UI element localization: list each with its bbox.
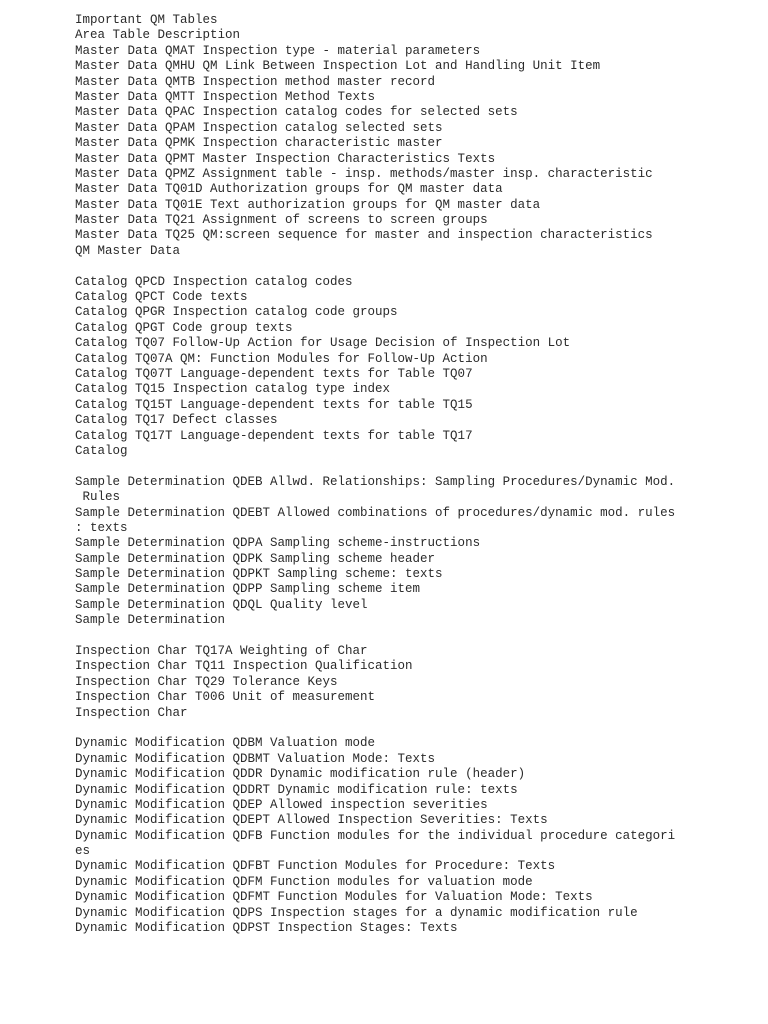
text-line: Sample Determination QDPK Sampling scheme header [75,551,436,566]
text-line: Dynamic Modification QDFBT Function Modules for Procedure: Texts [75,859,556,874]
text-line: Dynamic Modification QDBM Valuation mode [75,736,376,751]
text-line: Dynamic Modification QDDRT Dynamic modification rule: texts [75,782,518,797]
text-line: Dynamic Modification QDEP Allowed inspection severities [75,797,488,812]
text-line: Catalog TQ15 Inspection catalog type index [75,382,391,397]
text-line: Sample Determination QDEBT Allowed combinations of procedures/dynamic mod. rules [75,505,676,520]
text-line: Master Data TQ01D Authorization groups for QM master data [75,182,503,197]
text-line: Dynamic Modification QDEPT Allowed Inspection Severities: Texts [75,813,548,828]
text-line: Sample Determination QDEB Allwd. Relationships: Sampling Procedures/Dynamic Mod. [75,474,676,489]
text-line: Master Data QMHU QM Link Between Inspection Lot and Handling Unit Item [75,59,601,74]
text-line: Dynamic Modification QDDR Dynamic modification rule (header) [75,767,526,782]
text-line: Dynamic Modification QDFM Function modules for valuation mode [75,874,533,889]
text-line: Inspection Char [75,705,188,720]
text-line: es [75,844,91,859]
text-line: Catalog TQ07 Follow-Up Action for Usage Decision of Inspection Lot [75,336,571,351]
text-line: Catalog QPGR Inspection catalog code groups [75,305,398,320]
text-line: Master Data QPAM Inspection catalog selected sets [75,120,443,135]
text-line: Master Data QPMK Inspection characteristic master [75,136,443,151]
text-line: Sample Determination QDPKT Sampling scheme: texts [75,567,443,582]
text-line [75,259,755,274]
text-line: Catalog TQ07A QM: Function Modules for Follow-Up Action [75,351,488,366]
text-line: Inspection Char TQ11 Inspection Qualification [75,659,413,674]
text-line: Catalog TQ17T Language-dependent texts for table TQ17 [75,428,473,443]
text-line: Catalog QPCT Code texts [75,290,248,305]
text-line: Important QM Tables [75,13,218,27]
text-line [75,629,755,644]
text-line: Inspection Char TQ29 Tolerance Keys [75,674,338,689]
text-line: Catalog TQ15T Language-dependent texts for table TQ15 [75,397,473,412]
text-line: Area Table Description [75,28,241,43]
text-line: Master Data QMTB Inspection method master record [75,74,436,89]
text-line: Master Data QMAT Inspection type - material parameters [75,43,481,58]
text-line: Dynamic Modification QDFMT Function Modules for Valuation Mode: Texts [75,890,593,905]
text-line: Master Data TQ01E Text authorization groups for QM master data [75,197,541,212]
text-line: Dynamic Modification QDBMT Valuation Mode: Texts [75,751,436,766]
text-line: Master Data QPAC Inspection catalog codes for selected sets [75,105,518,120]
text-line: Catalog TQ17 Defect classes [75,413,278,428]
text-line: Inspection Char TQ17A Weighting of Char [75,644,368,659]
text-line: Catalog [75,443,128,458]
text-line: Master Data TQ21 Assignment of screens to screen groups [75,213,488,228]
text-line: Sample Determination [75,613,226,628]
text-line: Dynamic Modification QDFB Function modules for the individual procedure categori [75,828,676,843]
text-line: Master Data TQ25 QM:screen sequence for master and inspection characteristics [75,228,653,243]
document-page [75,13,755,936]
text-line: Catalog QPCD Inspection catalog codes [75,274,353,289]
text-line [75,721,755,736]
text-line: Rules [75,490,121,505]
text-line: Master Data QPMT Master Inspection Characteristics Texts [75,151,496,166]
text-line: : texts [75,520,128,535]
text-line: Dynamic Modification QDPST Inspection Stages: Texts [75,921,458,936]
text-line: Catalog TQ07T Language-dependent texts for Table TQ07 [75,366,473,381]
text-line: QM Master Data [75,243,181,258]
text-line: Master Data QMTT Inspection Method Texts [75,89,376,104]
text-line: Inspection Char T006 Unit of measurement [75,690,376,705]
text-line: Master Data QPMZ Assignment table - insp. methods/master insp. characteristic [75,166,653,181]
text-line: Catalog QPGT Code group texts [75,320,293,335]
text-line [75,459,755,474]
text-line: Sample Determination QDPP Sampling scheme item [75,582,421,597]
text-line: Sample Determination QDPA Sampling scheme-instructions [75,536,481,551]
text-line: Dynamic Modification QDPS Inspection stages for a dynamic modification rule [75,905,638,920]
text-line: Sample Determination QDQL Quality level [75,597,368,612]
